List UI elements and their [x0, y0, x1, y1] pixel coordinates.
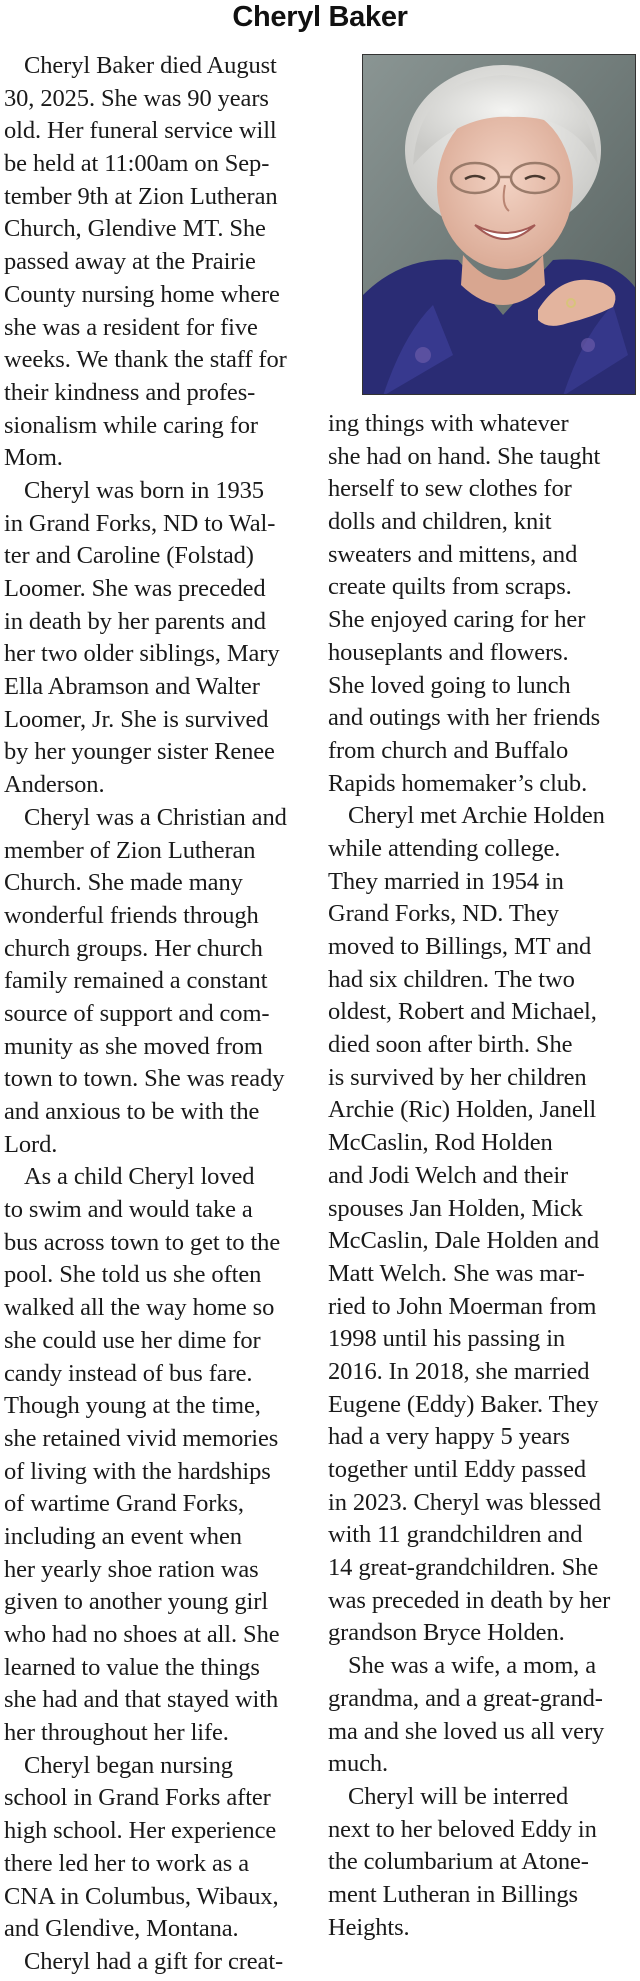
text-line: high school. Her experience — [4, 1817, 277, 1845]
text-line: old. Her funeral service will — [4, 117, 277, 145]
text-line: in death by her parents and — [4, 607, 266, 635]
text-line: next to her beloved Eddy in — [328, 1815, 597, 1843]
text-line: she could use her dime for — [4, 1326, 261, 1354]
text-line: and outings with her friends — [328, 704, 601, 732]
text-line: tember 9th at Zion Lutheran — [4, 182, 278, 210]
text-line: she was a resident for five — [4, 313, 258, 341]
text-line: source of support and com- — [4, 999, 270, 1027]
text-line: Grand Forks, ND. They — [328, 900, 559, 928]
text-line: Rapids homemaker’s club. — [328, 769, 588, 797]
text-line: Cheryl Baker died August — [24, 52, 277, 79]
text-line: oldest, Robert and Michael, — [328, 998, 597, 1026]
text-line: her throughout her life. — [4, 1719, 229, 1747]
text-line: much. — [328, 1750, 389, 1778]
text-line: their kindness and profes- — [4, 378, 256, 406]
text-line: Cheryl will be interred — [348, 1782, 569, 1810]
text-line: They married in 1954 in — [328, 867, 564, 895]
text-line: walked all the way home so — [4, 1294, 275, 1322]
text-line: Cheryl was a Christian and — [24, 803, 287, 831]
text-line: She loved going to lunch — [328, 671, 571, 699]
text-line: Ella Abramson and Walter — [4, 673, 260, 701]
text-line: CNA in Columbus, Wibaux, — [4, 1882, 279, 1910]
text-line: ma and she loved us all very — [328, 1717, 605, 1745]
text-line: together until Eddy passed — [328, 1456, 586, 1483]
text-line: wonderful friends through — [4, 901, 259, 929]
text-line: candy instead of bus fare. — [4, 1359, 253, 1387]
text-line: She was a wife, a mom, a — [348, 1652, 596, 1680]
text-line: learned to value the things — [4, 1653, 260, 1681]
text-line: dolls and children, knit — [328, 508, 552, 536]
text-line: spouses Jan Holden, Mick — [328, 1194, 583, 1222]
text-line: Matt Welch. She was mar- — [328, 1259, 585, 1287]
text-line: sionalism while caring for — [4, 411, 258, 439]
portrait-illustration — [363, 55, 636, 395]
text-line: Eugene (Eddy) Baker. They — [328, 1390, 599, 1418]
text-line: Heights. — [328, 1913, 410, 1941]
text-line: had a very happy 5 years — [328, 1423, 570, 1451]
text-line: create quilts from scraps. — [328, 573, 572, 601]
text-line: to swim and would take a — [4, 1196, 253, 1224]
text-line: 1998 until his passing in — [328, 1325, 566, 1353]
portrait-photo — [362, 54, 636, 395]
text-line: sweaters and mittens, and — [328, 540, 578, 568]
text-line: Loomer. She was preceded — [4, 575, 266, 602]
text-line: in Grand Forks, ND to Wal- — [4, 509, 276, 537]
text-line: her two older siblings, Mary — [4, 640, 280, 668]
text-line: church groups. Her church — [4, 934, 263, 962]
text-line: Cheryl had a gift for creat- — [24, 1947, 284, 1975]
text-line: by her younger sister Renee — [4, 738, 275, 766]
text-line: of wartime Grand Forks, — [4, 1490, 244, 1518]
text-line: Church, Glendive MT. She — [4, 215, 266, 243]
text-line: moved to Billings, MT and — [328, 933, 592, 960]
text-line: is survived by her children — [328, 1063, 587, 1091]
text-line: and anxious to be with the — [4, 1098, 260, 1125]
text-line: town to town. She was ready — [4, 1065, 285, 1093]
text-line: member of Zion Lutheran — [4, 836, 256, 864]
text-line: and Glendive, Montana. — [4, 1915, 239, 1943]
text-line: she retained vivid memories — [4, 1424, 279, 1452]
text-line: bus across town to get to the — [4, 1228, 281, 1256]
text-line: the columbarium at Atone- — [328, 1848, 589, 1876]
obituary-title: Cheryl Baker — [232, 1, 408, 33]
text-line: 30, 2025. She was 90 years — [4, 84, 269, 112]
text-line: Lord. — [4, 1130, 58, 1158]
text-line: there led her to work as a — [4, 1849, 250, 1877]
text-line: ried to John Moerman from — [328, 1292, 597, 1320]
text-line: with 11 grandchildren and — [328, 1521, 583, 1549]
text-line: munity as she moved from — [4, 1032, 263, 1060]
text-line: Cheryl began nursing — [24, 1751, 233, 1779]
text-line: houseplants and flowers. — [328, 638, 569, 666]
text-line: family remained a constant — [4, 967, 268, 995]
text-line: school in Grand Forks after — [4, 1784, 271, 1812]
text-line: 14 great-grandchildren. She — [328, 1554, 599, 1582]
text-line: be held at 11:00am on Sep- — [4, 150, 270, 178]
text-line: County nursing home where — [4, 280, 280, 308]
text-line: and Jodi Welch and their — [328, 1161, 569, 1189]
text-line: Cheryl met Archie Holden — [348, 802, 605, 830]
text-line: of living with the hardships — [4, 1457, 271, 1485]
text-line: Anderson. — [4, 771, 105, 799]
text-line: She enjoyed caring for her — [328, 606, 586, 634]
text-line: died soon after birth. She — [328, 1031, 573, 1059]
text-line: As a child Cheryl loved — [24, 1163, 255, 1191]
text-line: while attending college. — [328, 834, 561, 862]
text-line: grandson Bryce Holden. — [328, 1619, 565, 1647]
text-line: she had on hand. She taught — [328, 442, 601, 470]
text-line: herself to sew clothes for — [328, 475, 572, 503]
text-line: pool. She told us she often — [4, 1261, 262, 1289]
text-line: who had no shoes at all. She — [4, 1621, 280, 1648]
text-line: from church and Buffalo — [328, 736, 569, 764]
text-line: grandma, and a great-grand- — [328, 1684, 603, 1712]
text-line: Church. She made many — [4, 869, 243, 897]
text-line: Mom. — [4, 444, 63, 472]
text-line: ing things with whatever — [328, 410, 569, 437]
text-line: McCaslin, Dale Holden and — [328, 1227, 600, 1255]
text-line: McCaslin, Rod Holden — [328, 1129, 553, 1157]
text-line: 2016. In 2018, she married — [328, 1357, 590, 1385]
text-line: in 2023. Cheryl was blessed — [328, 1488, 601, 1516]
text-line: passed away at the Prairie — [4, 248, 256, 276]
text-line: her yearly shoe ration was — [4, 1555, 259, 1583]
text-line: Loomer, Jr. She is survived — [4, 705, 269, 733]
text-line: Cheryl was born in 1935 — [24, 476, 264, 504]
obituary-right-column — [328, 408, 634, 1944]
text-line: Archie (Ric) Holden, Janell — [328, 1096, 597, 1124]
text-line: given to another young girl — [4, 1588, 269, 1616]
text-line: ment Lutheran in Billings — [328, 1880, 578, 1908]
text-line: had six children. The two — [328, 965, 575, 993]
text-line: ter and Caroline (Folstad) — [4, 542, 254, 570]
text-line: weeks. We thank the staff for — [4, 346, 287, 374]
text-line: including an event when — [4, 1522, 242, 1550]
text-line: Though young at the time, — [4, 1392, 261, 1420]
obituary-left-column — [4, 50, 310, 1979]
text-line: was preceded in death by her — [328, 1586, 611, 1614]
text-line: she had and that stayed with — [4, 1686, 279, 1714]
